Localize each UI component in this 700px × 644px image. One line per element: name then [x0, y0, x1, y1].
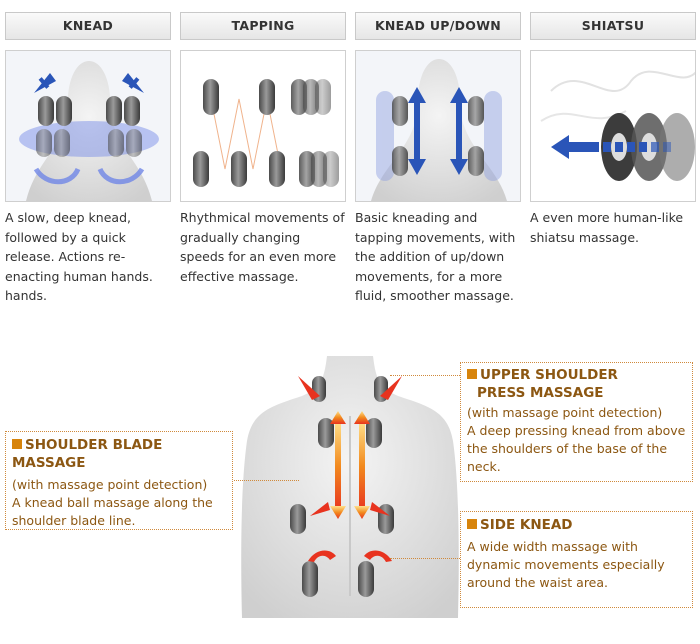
- tapping-description: Rhythmical movements of gradually changing speeds for an even more effective massage.: [180, 210, 345, 284]
- side-knead-callout: [460, 511, 693, 608]
- knead-up-down-description: Basic kneading and tapping movements, with the addition of up/down movements, for a more fluid, smoother massage.: [355, 210, 516, 303]
- square-bullet-icon: [467, 369, 477, 379]
- mode-knead-up-down: [355, 12, 521, 306]
- shoulder-blade-callout: [5, 431, 233, 530]
- shoulder-blade-connector: [231, 480, 299, 481]
- back-illustration: [232, 356, 468, 618]
- side-knead-connector: [390, 558, 460, 559]
- upper-shoulder-connector: [390, 375, 460, 376]
- mode-tapping: [180, 12, 346, 286]
- knead-description: A slow, deep knead, followed by a quick release. Actions re-enacting human hands. hands.: [5, 210, 153, 303]
- square-bullet-icon: [12, 439, 22, 449]
- shoulder-blade-subtitle: (with massage point detection): [12, 477, 208, 492]
- upper-shoulder-title-line2: PRESS MASSAGE: [477, 385, 604, 401]
- tab-knead-up-down[interactable]: KNEAD UP/DOWN: [355, 12, 521, 40]
- shiatsu-illustration: [530, 50, 696, 202]
- square-bullet-icon: [467, 519, 477, 529]
- tab-shiatsu[interactable]: SHIATSU: [530, 12, 696, 40]
- tab-knead[interactable]: KNEAD: [5, 12, 171, 40]
- knead-up-down-illustration: [355, 50, 521, 202]
- shoulder-blade-title: SHOULDER BLADE MASSAGE: [12, 437, 163, 471]
- shiatsu-description: A even more human-like shiatsu massage.: [530, 210, 684, 245]
- mode-shiatsu: [530, 12, 696, 247]
- side-knead-body: A wide width massage with dynamic movements especially around the waist area.: [467, 539, 665, 590]
- mode-knead: [5, 12, 171, 306]
- upper-shoulder-body: A deep pressing knead from above the shoulders of the base of the neck.: [467, 423, 686, 474]
- tab-tapping[interactable]: TAPPING: [180, 12, 346, 40]
- tapping-illustration: [180, 50, 346, 202]
- upper-shoulder-callout: [460, 362, 693, 482]
- shoulder-blade-body: A knead ball massage along the shoulder blade line.: [12, 495, 213, 528]
- side-knead-title: SIDE KNEAD: [467, 516, 692, 534]
- knead-illustration: [5, 50, 171, 202]
- upper-shoulder-subtitle: (with massage point detection): [467, 405, 663, 420]
- upper-shoulder-title: UPPER SHOULDER: [467, 366, 692, 384]
